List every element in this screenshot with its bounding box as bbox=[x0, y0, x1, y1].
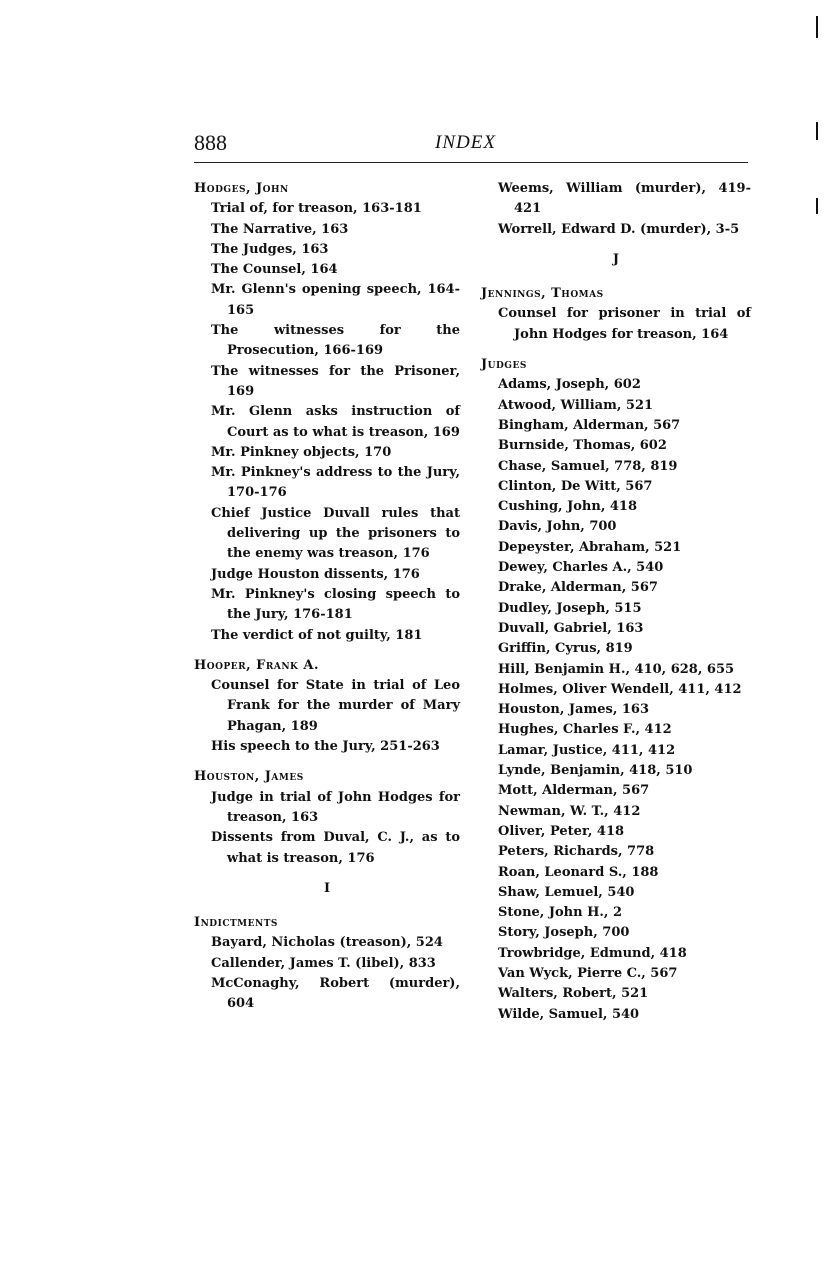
index-heading: Judges bbox=[481, 357, 527, 373]
index-subentry: Cushing, John, 418 bbox=[498, 499, 638, 515]
index-subentry: Dissents from Duval, C. J., as to what is treason, 176 bbox=[211, 830, 460, 866]
index-subentry: Oliver, Peter, 418 bbox=[498, 823, 625, 839]
index-column-left bbox=[194, 179, 460, 1025]
index-subentry: Davis, John, 700 bbox=[498, 519, 617, 535]
index-subentry: Shaw, Lemuel, 540 bbox=[498, 884, 635, 900]
scan-edge-mark bbox=[816, 16, 818, 38]
index-heading: Hodges, John bbox=[194, 181, 289, 196]
index-subentry: The Judges, 163 bbox=[211, 241, 329, 257]
index-subentry: Clinton, De Witt, 567 bbox=[498, 478, 653, 494]
index-subentry: Counsel for prisoner in trial of John Hodges for treason, 164 bbox=[498, 306, 751, 342]
header-rule bbox=[194, 162, 748, 163]
scan-edge-mark bbox=[816, 122, 818, 140]
index-subentry: Walters, Robert, 521 bbox=[498, 986, 649, 1002]
index-heading: Hooper, Frank A. bbox=[194, 657, 319, 673]
index-entry bbox=[481, 179, 751, 240]
index-subentry: The witnesses for the Prisoner, 169 bbox=[211, 363, 460, 399]
index-subentry: The witnesses for the Prosecution, 166-169 bbox=[211, 323, 460, 359]
index-entry bbox=[481, 355, 751, 1025]
index-subentry: Weems, William (murder), 419-421 bbox=[498, 181, 751, 217]
index-subentry: Mr. Pinkney's address to the Jury, 170-176 bbox=[211, 465, 460, 501]
index-heading: Indictments bbox=[194, 915, 278, 931]
index-subentry: Dudley, Joseph, 515 bbox=[498, 600, 642, 616]
index-subentry: Drake, Alderman, 567 bbox=[498, 580, 658, 596]
index-subentry: Mr. Pinkney's closing speech to the Jury, 176-181 bbox=[211, 586, 460, 623]
index-entry bbox=[194, 913, 460, 1014]
index-subentry: Wilde, Samuel, 540 bbox=[498, 1006, 640, 1022]
index-subentry: Trial of, for treason, 163-181 bbox=[211, 201, 422, 217]
index-subentry: Holmes, Oliver Wendell, 411, 412 bbox=[498, 681, 742, 697]
index-subentry: Mott, Alderman, 567 bbox=[498, 783, 650, 799]
index-subentry: Bayard, Nicholas (treason), 524 bbox=[211, 935, 443, 951]
index-subentry: Depeyster, Abraham, 521 bbox=[498, 539, 682, 555]
index-subentry: Worrell, Edward D. (murder), 3-5 bbox=[498, 221, 740, 237]
index-subentry: His speech to the Jury, 251-263 bbox=[211, 739, 440, 755]
index-subentry: Griffin, Cyrus, 819 bbox=[498, 641, 633, 657]
index-subentry: Bingham, Alderman, 567 bbox=[498, 417, 681, 433]
index-entry bbox=[194, 767, 460, 868]
index-subentry: Mr. Pinkney objects, 170 bbox=[211, 444, 392, 460]
index-subentry: Judge in trial of John Hodges for treason, 163 bbox=[211, 789, 460, 825]
index-subentry: Chase, Samuel, 778, 819 bbox=[498, 458, 678, 474]
index-subentry: Lamar, Justice, 411, 412 bbox=[498, 742, 676, 758]
index-subentry: Hill, Benjamin H., 410, 628, 655 bbox=[498, 661, 735, 677]
index-subentry: Houston, James, 163 bbox=[498, 702, 650, 718]
index-entry bbox=[194, 179, 460, 646]
index-subentry: Peters, Richards, 778 bbox=[498, 844, 655, 860]
index-subentry: The verdict of not guilty, 181 bbox=[211, 627, 423, 643]
index-subentry: The Narrative, 163 bbox=[211, 221, 349, 237]
index-subentry: Newman, W. T., 412 bbox=[498, 803, 641, 819]
index-subentry: Trowbridge, Edmund, 418 bbox=[498, 945, 687, 961]
index-subentry: Burnside, Thomas, 602 bbox=[498, 438, 667, 454]
section-letter: I bbox=[323, 880, 331, 896]
index-subentry: Hughes, Charles F., 412 bbox=[498, 722, 672, 738]
section-letter: J bbox=[612, 251, 620, 267]
index-subentry: Lynde, Benjamin, 418, 510 bbox=[498, 763, 693, 779]
index-subentry: Chief Justice Duvall rules that delivering up the prisoners to the enemy was treason, 176 bbox=[211, 505, 460, 562]
running-head: INDEX bbox=[435, 132, 496, 153]
scan-edge-mark bbox=[816, 198, 818, 214]
index-subentry: Judge Houston dissents, 176 bbox=[211, 566, 420, 582]
index-subentry: Counsel for State in trial of Leo Frank for the murder of Mary Phagan, 189 bbox=[211, 678, 460, 734]
index-subentry: Story, Joseph, 700 bbox=[498, 925, 630, 941]
index-subentry: Duvall, Gabriel, 163 bbox=[498, 620, 644, 636]
page-number: 888 bbox=[194, 130, 227, 155]
index-subentry: The Counsel, 164 bbox=[211, 262, 338, 278]
index-subentry: Mr. Glenn asks instruction of Court as to what is treason, 169 bbox=[211, 404, 460, 440]
index-subentry: Van Wyck, Pierre C., 567 bbox=[498, 965, 678, 981]
index-subentry: Roan, Leonard S., 188 bbox=[498, 864, 659, 880]
index-subentry: Dewey, Charles A., 540 bbox=[498, 560, 664, 576]
index-subentry: Callender, James T. (libel), 833 bbox=[211, 955, 436, 971]
index-subentry: Stone, John H., 2 bbox=[498, 905, 622, 921]
index-subentry: Mr. Glenn's opening speech, 164-165 bbox=[211, 282, 460, 318]
index-heading: Houston, James bbox=[194, 769, 304, 785]
index-subentry: McConaghy, Robert (murder), 604 bbox=[211, 975, 460, 1012]
index-subentry: Adams, Joseph, 602 bbox=[498, 377, 641, 393]
index-subentry: Atwood, William, 521 bbox=[498, 397, 654, 413]
index-entry bbox=[194, 656, 460, 757]
index-column-right bbox=[481, 179, 751, 1035]
index-entry bbox=[481, 284, 751, 345]
index-heading: Jennings, Thomas bbox=[481, 286, 604, 302]
